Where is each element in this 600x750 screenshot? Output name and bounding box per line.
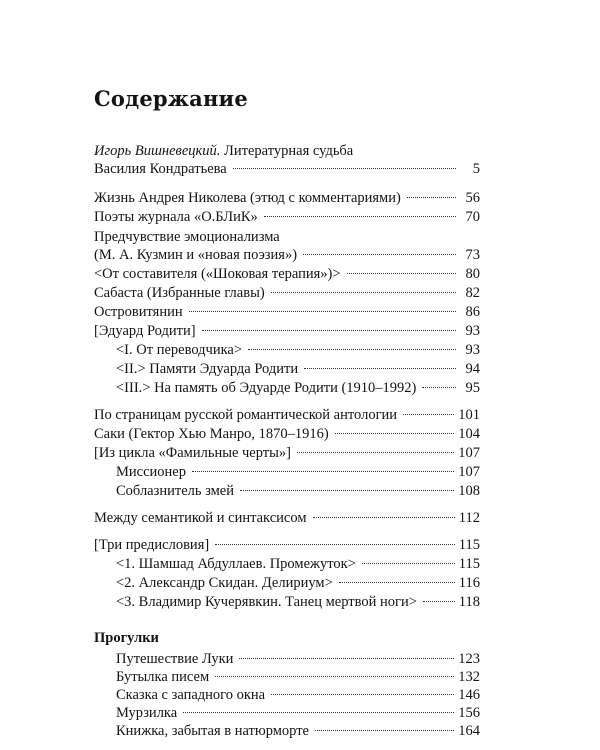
toc-entry[interactable] — [94, 425, 480, 443]
toc-entry-title: [Три предисловия] — [94, 537, 210, 553]
toc-entry-title: Миссионер — [116, 464, 186, 480]
toc-entry[interactable] — [116, 360, 480, 378]
dot-leader — [335, 433, 455, 434]
toc-entry[interactable] — [94, 536, 480, 554]
toc-entry-title: Книжка, забытая в натюрморте — [116, 723, 309, 739]
toc-entry-title: По страницам русской романтической антологии — [94, 407, 398, 423]
toc-entry[interactable] — [94, 303, 480, 321]
toc-entry-page: 94 — [465, 361, 480, 377]
toc-entry-title: <2. Александр Скидан. Делириум> — [116, 575, 333, 591]
toc-entry[interactable] — [116, 722, 480, 740]
toc-entry[interactable] — [94, 142, 480, 178]
toc-entry-page: 93 — [465, 323, 480, 339]
toc-entry[interactable] — [116, 341, 480, 359]
toc-entry[interactable] — [116, 593, 480, 611]
dot-leader — [215, 544, 455, 545]
toc-entry[interactable] — [94, 189, 480, 207]
toc-entry[interactable] — [94, 265, 480, 283]
toc-entry-title: Соблазнитель змей — [116, 483, 234, 499]
toc-entry-title: Предчувствие эмоционализма — [94, 229, 280, 245]
toc-entry[interactable] — [116, 482, 480, 500]
toc-entry-title: Путешествие Луки — [116, 651, 234, 667]
toc-entry-page: 70 — [465, 209, 480, 225]
toc-entry-page: 107 — [458, 464, 480, 480]
toc-entry-page: 104 — [458, 426, 480, 442]
toc-entry-page: 56 — [465, 190, 480, 206]
dot-leader — [183, 712, 454, 713]
toc-entry[interactable] — [116, 379, 480, 397]
dot-leader — [315, 730, 454, 731]
toc-entry-title: <От составителя («Шоковая терапия»)> — [94, 266, 341, 282]
dot-leader — [189, 311, 456, 312]
toc-entry-page: 5 — [472, 161, 480, 177]
dot-leader — [215, 676, 454, 677]
dot-leader — [202, 330, 456, 331]
dot-leader — [304, 368, 456, 369]
dot-leader — [264, 216, 456, 217]
toc-entry-title: Мурзилка — [116, 705, 178, 721]
toc-entry[interactable] — [116, 463, 480, 481]
dot-leader — [422, 387, 456, 388]
page-title: Содержание — [94, 86, 248, 111]
toc-entry-page: 156 — [458, 705, 480, 721]
toc-entry[interactable] — [94, 208, 480, 226]
toc-entry[interactable] — [116, 668, 480, 686]
toc-entry-title: <I. От переводчика> — [116, 342, 243, 358]
dot-leader — [423, 601, 455, 602]
toc-entry-title: Саки (Гектор Хью Манро, 1870–1916) — [94, 426, 329, 442]
toc-entry-title: <II.> Памяти Эдуарда Родити — [116, 361, 299, 377]
toc-entry-page: 112 — [458, 510, 480, 526]
toc-entry-title: Островитянин — [94, 304, 183, 320]
dot-leader — [192, 471, 454, 472]
dot-leader — [347, 273, 456, 274]
toc-entry-title: Сабаста (Избранные главы) — [94, 285, 265, 301]
toc-entry-title: Сказка с западного окна — [116, 687, 266, 703]
toc-entry-page: 93 — [465, 342, 480, 358]
toc-entry-author: Игорь Вишневецкий. — [94, 143, 221, 159]
dot-leader — [271, 694, 454, 695]
toc-entry[interactable] — [116, 686, 480, 704]
dot-leader — [271, 292, 456, 293]
toc-entry-page: 95 — [465, 380, 480, 396]
toc-entry-page: 118 — [458, 594, 480, 610]
toc-entry-page: 146 — [458, 687, 480, 703]
toc-entry-page: 80 — [465, 266, 480, 282]
toc-entry-page: 132 — [458, 669, 480, 685]
toc-entry-title: Литературная судьба — [224, 143, 354, 159]
toc-entry[interactable] — [116, 574, 480, 592]
dot-leader — [403, 414, 454, 415]
toc-entry-page: 123 — [458, 651, 480, 667]
toc-entry-title: Между семантикой и синтаксисом — [94, 510, 307, 526]
toc-entry[interactable] — [116, 704, 480, 722]
toc-entry-title: Бутылка писем — [116, 669, 210, 685]
toc-entry[interactable] — [94, 406, 480, 424]
toc-entry-title: Жизнь Андрея Николева (этюд с комментариями) — [94, 190, 401, 206]
dot-leader — [239, 658, 454, 659]
dot-leader — [339, 582, 455, 583]
toc-entry-title: Василия Кондратьева — [94, 161, 227, 177]
toc-entry-title: [Из цикла «Фамильные черты»] — [94, 445, 291, 461]
toc-entry-page: 101 — [458, 407, 480, 423]
toc-entry-title: Поэты журнала «О.БЛиК» — [94, 209, 258, 225]
toc-entry-page: 115 — [458, 537, 480, 553]
toc-entry[interactable] — [94, 284, 480, 302]
toc-entry-title: <3. Владимир Кучерявкин. Танец мертвой ноги> — [116, 594, 417, 610]
toc-entry[interactable] — [94, 228, 480, 264]
toc-entry-page: 116 — [458, 575, 480, 591]
toc-entry-page: 107 — [458, 445, 480, 461]
toc-entry[interactable] — [94, 509, 480, 527]
toc-entry[interactable] — [94, 322, 480, 340]
toc-entry-title: <1. Шамшад Абдуллаев. Промежуток> — [116, 556, 356, 572]
section-heading-walks: Прогулки — [94, 630, 159, 646]
toc-entry-title: (М. А. Кузмин и «новая поэзия») — [94, 247, 298, 263]
toc-entry-page: 73 — [465, 247, 480, 263]
dot-leader — [313, 517, 455, 518]
toc-entry-title: [Эдуард Родити] — [94, 323, 196, 339]
toc-entry-page: 82 — [465, 285, 480, 301]
dot-leader — [407, 197, 456, 198]
toc-entry[interactable] — [116, 555, 480, 573]
toc-entry-page: 108 — [458, 483, 480, 499]
dot-leader — [362, 563, 455, 564]
dot-leader — [233, 168, 456, 169]
toc-entry[interactable] — [116, 650, 480, 668]
dot-leader — [240, 490, 454, 491]
toc-entry[interactable] — [94, 444, 480, 462]
dot-leader — [248, 349, 456, 350]
toc-entry-title: <III.> На память об Эдуарде Родити (1910–1992) — [116, 380, 417, 396]
toc-entry-page: 115 — [458, 556, 480, 572]
dot-leader — [303, 254, 456, 255]
toc-entry-page: 86 — [465, 304, 480, 320]
toc-entry-page: 164 — [458, 723, 480, 739]
dot-leader — [297, 452, 454, 453]
